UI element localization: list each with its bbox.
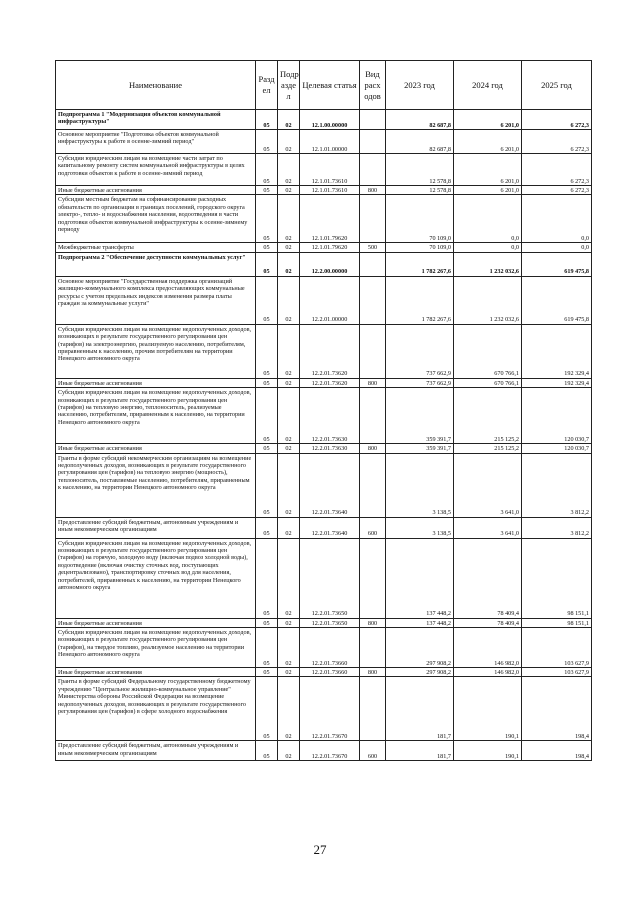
cell-y2024: 1 232 032,6	[454, 252, 522, 276]
cell-podrazd: 02	[278, 243, 300, 252]
cell-y2023: 82 687,8	[386, 130, 454, 154]
cell-y2024: 190,1	[454, 741, 522, 761]
cell-y2024: 146 982,0	[454, 668, 522, 677]
header-podrazd: Подр азде л	[278, 61, 300, 110]
cell-y2023: 359 391,7	[386, 388, 454, 444]
cell-y2025: 103 627,9	[522, 668, 592, 677]
cell-y2025: 619 475,8	[522, 252, 592, 276]
cell-y2025: 3 812,2	[522, 453, 592, 517]
cell-name: Иные бюджетные ассигнования	[56, 444, 256, 453]
cell-podrazd: 02	[278, 276, 300, 324]
cell-csr: 12.1.00.00000	[300, 110, 360, 130]
cell-vr: 800	[360, 618, 386, 627]
cell-y2023: 137 448,2	[386, 618, 454, 627]
cell-name: Гранты в форме субсидий некоммерческим организациям на возмещение недополученных доходов, возникающих в результате государственного регулирования цен (тарифов) на тепловую энергию (мощность), теплоноситель, поставляемые населению, потребителям, приравненным к населению, на территории Ненецкого автономного округа	[56, 453, 256, 517]
cell-name: Предоставление субсидий бюджетным, автономным учреждениям и иным некоммерческим организациям	[56, 517, 256, 538]
cell-vr: 800	[360, 378, 386, 387]
cell-razd: 05	[256, 517, 278, 538]
cell-csr: 12.1.01.79620	[300, 195, 360, 243]
cell-razd: 05	[256, 324, 278, 378]
cell-name: Основное мероприятие "Государственная поддержка организаций жилищно-коммунального комплекса предоставляющих коммунальные ресурсы с учетом предельных индексов изменения размера платы граждан за коммунальные услуги"	[56, 276, 256, 324]
cell-y2023: 12 578,8	[386, 154, 454, 186]
cell-name: Иные бюджетные ассигнования	[56, 618, 256, 627]
cell-y2025: 6 272,3	[522, 110, 592, 130]
cell-name: Субсидии юридическим лицам на возмещение недополученных доходов, возникающих в результате государственного регулирования цен (тарифов), на твердое топливо, реализуемое населению на территории Ненецкого автономного округа	[56, 628, 256, 668]
table-row	[56, 517, 592, 538]
cell-y2025: 6 272,3	[522, 154, 592, 186]
cell-vr	[360, 110, 386, 130]
table-row	[56, 252, 592, 276]
cell-name: Субсидии юридическим лицам на возмещение недополученных доходов, возникающих в результате государственного регулирования цен (тарифов) на горячую, холодную воду (включая подвоз холодной воды), водоотведение (включая очистку сточных вод, поступающих децентрализовано), транспортировку сточных вод для населения, потребителей, приравненных к населению, на территории Ненецкого автономного округа	[56, 538, 256, 618]
cell-vr	[360, 252, 386, 276]
header-csr: Целевая статья	[300, 61, 360, 110]
cell-y2024: 215 125,2	[454, 444, 522, 453]
cell-podrazd: 02	[278, 444, 300, 453]
table-row	[56, 130, 592, 154]
cell-podrazd: 02	[278, 195, 300, 243]
cell-y2024: 190,1	[454, 677, 522, 741]
cell-name: Гранты в форме субсидий Федеральному государственному бюджетному учреждению "Центральное жилищно-коммунальное управление" Министерства обороны Российской Федерации на возмещение недополученных доходов, возникающих в результате государственного регулирования цен (тарифов) в сфере холодного водоснабжения	[56, 677, 256, 741]
cell-podrazd: 02	[278, 378, 300, 387]
cell-csr: 12.2.01.00000	[300, 276, 360, 324]
cell-csr: 12.1.01.00000	[300, 130, 360, 154]
cell-y2023: 359 391,7	[386, 444, 454, 453]
document-page	[55, 60, 591, 761]
cell-y2023: 12 578,8	[386, 186, 454, 195]
cell-razd: 05	[256, 154, 278, 186]
cell-y2024: 0,0	[454, 195, 522, 243]
cell-y2023: 82 687,8	[386, 110, 454, 130]
table-row	[56, 538, 592, 618]
cell-y2024: 1 232 032,6	[454, 276, 522, 324]
cell-y2024: 6 201,0	[454, 130, 522, 154]
cell-podrazd: 02	[278, 388, 300, 444]
cell-y2025: 198,4	[522, 741, 592, 761]
cell-razd: 05	[256, 444, 278, 453]
cell-y2024: 78 409,4	[454, 538, 522, 618]
cell-vr	[360, 628, 386, 668]
cell-name: Субсидии местным бюджетам на софинансирование расходных обязательств по организации в границах поселений, городского округа электро-, тепло- и водоснабжения населения, водоотведения в части подготовки объектов коммунальной инфраструктуры к осенне-зимнему периоду	[56, 195, 256, 243]
cell-y2025: 3 812,2	[522, 517, 592, 538]
cell-csr: 12.2.01.73670	[300, 741, 360, 761]
cell-y2023: 1 782 267,6	[386, 252, 454, 276]
cell-razd: 05	[256, 186, 278, 195]
table-row	[56, 388, 592, 444]
cell-y2023: 70 109,0	[386, 243, 454, 252]
cell-razd: 05	[256, 453, 278, 517]
table-row	[56, 324, 592, 378]
cell-y2025: 98 151,1	[522, 538, 592, 618]
cell-y2025: 192 329,4	[522, 378, 592, 387]
cell-vr	[360, 324, 386, 378]
table-header-row	[56, 61, 592, 110]
cell-name: Иные бюджетные ассигнования	[56, 186, 256, 195]
cell-csr: 12.2.01.73670	[300, 677, 360, 741]
cell-y2023: 181,7	[386, 677, 454, 741]
cell-name: Субсидии юридическим лицам на возмещение недополученных доходов, возникающих в результате государственного регулирования цен (тарифов) на тепловую энергию, теплоноситель, реализуемые населению, потребителям, приравненным к населению, на территории Ненецкого автономного округа	[56, 388, 256, 444]
cell-csr: 12.2.01.73640	[300, 453, 360, 517]
cell-vr	[360, 388, 386, 444]
cell-podrazd: 02	[278, 677, 300, 741]
cell-y2023: 297 908,2	[386, 668, 454, 677]
cell-razd: 05	[256, 110, 278, 130]
header-name: Наименование	[56, 61, 256, 110]
cell-y2024: 146 982,0	[454, 628, 522, 668]
cell-podrazd: 02	[278, 324, 300, 378]
cell-razd: 05	[256, 378, 278, 387]
cell-csr: 12.2.01.73620	[300, 324, 360, 378]
cell-podrazd: 02	[278, 538, 300, 618]
table-row	[56, 668, 592, 677]
cell-csr: 12.2.01.73630	[300, 444, 360, 453]
cell-podrazd: 02	[278, 186, 300, 195]
cell-podrazd: 02	[278, 517, 300, 538]
cell-csr: 12.2.01.73630	[300, 388, 360, 444]
cell-name: Межбюджетные трансферты	[56, 243, 256, 252]
header-2023: 2023 год	[386, 61, 454, 110]
cell-y2025: 6 272,3	[522, 186, 592, 195]
table-row	[56, 276, 592, 324]
table-row	[56, 243, 592, 252]
cell-y2024: 215 125,2	[454, 388, 522, 444]
cell-vr	[360, 154, 386, 186]
table-row	[56, 741, 592, 761]
cell-name: Иные бюджетные ассигнования	[56, 378, 256, 387]
cell-y2025: 98 151,1	[522, 618, 592, 627]
cell-razd: 05	[256, 130, 278, 154]
header-2025: 2025 год	[522, 61, 592, 110]
cell-csr: 12.1.01.73610	[300, 154, 360, 186]
cell-name: Подпрограмма 1 "Модернизация объектов коммунальной инфраструктуры"	[56, 110, 256, 130]
budget-table	[55, 60, 592, 761]
table-row	[56, 378, 592, 387]
cell-razd: 05	[256, 668, 278, 677]
cell-razd: 05	[256, 741, 278, 761]
header-razd: Разд ел	[256, 61, 278, 110]
cell-csr: 12.2.01.73650	[300, 538, 360, 618]
cell-podrazd: 02	[278, 110, 300, 130]
cell-y2023: 137 448,2	[386, 538, 454, 618]
cell-podrazd: 02	[278, 154, 300, 186]
cell-vr: 600	[360, 741, 386, 761]
table-row	[56, 618, 592, 627]
cell-y2023: 737 662,9	[386, 324, 454, 378]
cell-razd: 05	[256, 677, 278, 741]
cell-y2024: 0,0	[454, 243, 522, 252]
table-row	[56, 110, 592, 130]
table-body	[56, 110, 592, 761]
cell-y2024: 6 201,0	[454, 110, 522, 130]
cell-csr: 12.1.01.79620	[300, 243, 360, 252]
cell-y2024: 3 641,0	[454, 453, 522, 517]
cell-vr: 500	[360, 243, 386, 252]
cell-y2025: 120 030,7	[522, 444, 592, 453]
cell-razd: 05	[256, 628, 278, 668]
cell-podrazd: 02	[278, 628, 300, 668]
cell-y2025: 6 272,3	[522, 130, 592, 154]
cell-csr: 12.2.01.73640	[300, 517, 360, 538]
cell-y2025: 0,0	[522, 243, 592, 252]
cell-vr: 800	[360, 444, 386, 453]
cell-csr: 12.2.01.73660	[300, 628, 360, 668]
cell-y2025: 198,4	[522, 677, 592, 741]
cell-y2024: 6 201,0	[454, 186, 522, 195]
table-row	[56, 195, 592, 243]
cell-name: Субсидии юридическим лицам на возмещение части затрат по капитальному ремонту систем коммунальной инфраструктуры в целях подготовки объектов к работе в осенне-зимний период	[56, 154, 256, 186]
cell-csr: 12.2.01.73650	[300, 618, 360, 627]
cell-razd: 05	[256, 195, 278, 243]
cell-razd: 05	[256, 243, 278, 252]
cell-y2024: 670 766,1	[454, 324, 522, 378]
table-row	[56, 154, 592, 186]
cell-vr	[360, 677, 386, 741]
cell-csr: 12.2.01.73620	[300, 378, 360, 387]
cell-razd: 05	[256, 276, 278, 324]
cell-y2023: 70 109,0	[386, 195, 454, 243]
cell-y2023: 181,7	[386, 741, 454, 761]
cell-vr	[360, 453, 386, 517]
cell-y2025: 619 475,8	[522, 276, 592, 324]
cell-y2023: 3 138,5	[386, 453, 454, 517]
cell-podrazd: 02	[278, 130, 300, 154]
cell-razd: 05	[256, 388, 278, 444]
cell-podrazd: 02	[278, 618, 300, 627]
cell-y2025: 0,0	[522, 195, 592, 243]
cell-vr	[360, 195, 386, 243]
cell-name: Предоставление субсидий бюджетным, автономным учреждениям и иным некоммерческим организациям	[56, 741, 256, 761]
page-number: 27	[313, 842, 327, 857]
cell-y2025: 103 627,9	[522, 628, 592, 668]
cell-name: Основное мероприятие "Подготовка объектов коммунальной инфраструктуры к работе в осенне-зимний период"	[56, 130, 256, 154]
cell-y2025: 120 030,7	[522, 388, 592, 444]
cell-vr: 600	[360, 517, 386, 538]
cell-name: Субсидии юридическим лицам на возмещение недополученных доходов, возникающих в результате государственного регулирования цен (тарифов) на электроэнергию, реализуемую населению, потребителям, приравненным к населению, прочим потребителям на территории Ненецкого автономного округа	[56, 324, 256, 378]
cell-razd: 05	[256, 252, 278, 276]
cell-vr	[360, 538, 386, 618]
table-row	[56, 628, 592, 668]
header-2024: 2024 год	[454, 61, 522, 110]
cell-y2023: 1 782 267,6	[386, 276, 454, 324]
cell-y2024: 6 201,0	[454, 154, 522, 186]
cell-y2023: 3 138,5	[386, 517, 454, 538]
cell-y2024: 3 641,0	[454, 517, 522, 538]
cell-y2023: 737 662,9	[386, 378, 454, 387]
header-vr: Вид расх одов	[360, 61, 386, 110]
cell-name: Подпрограмма 2 "Обеспечение доступности коммунальных услуг"	[56, 252, 256, 276]
cell-razd: 05	[256, 618, 278, 627]
cell-y2024: 78 409,4	[454, 618, 522, 627]
cell-vr	[360, 276, 386, 324]
cell-razd: 05	[256, 538, 278, 618]
cell-csr: 12.2.01.73660	[300, 668, 360, 677]
cell-vr: 800	[360, 668, 386, 677]
cell-y2024: 670 766,1	[454, 378, 522, 387]
cell-y2025: 192 329,4	[522, 324, 592, 378]
cell-podrazd: 02	[278, 668, 300, 677]
cell-podrazd: 02	[278, 453, 300, 517]
cell-podrazd: 02	[278, 252, 300, 276]
cell-name: Иные бюджетные ассигнования	[56, 668, 256, 677]
table-row	[56, 444, 592, 453]
cell-csr: 12.2.00.00000	[300, 252, 360, 276]
cell-vr: 800	[360, 186, 386, 195]
cell-podrazd: 02	[278, 741, 300, 761]
cell-csr: 12.1.01.73610	[300, 186, 360, 195]
table-row	[56, 453, 592, 517]
cell-y2023: 297 908,2	[386, 628, 454, 668]
table-row	[56, 186, 592, 195]
table-row	[56, 677, 592, 741]
cell-vr	[360, 130, 386, 154]
